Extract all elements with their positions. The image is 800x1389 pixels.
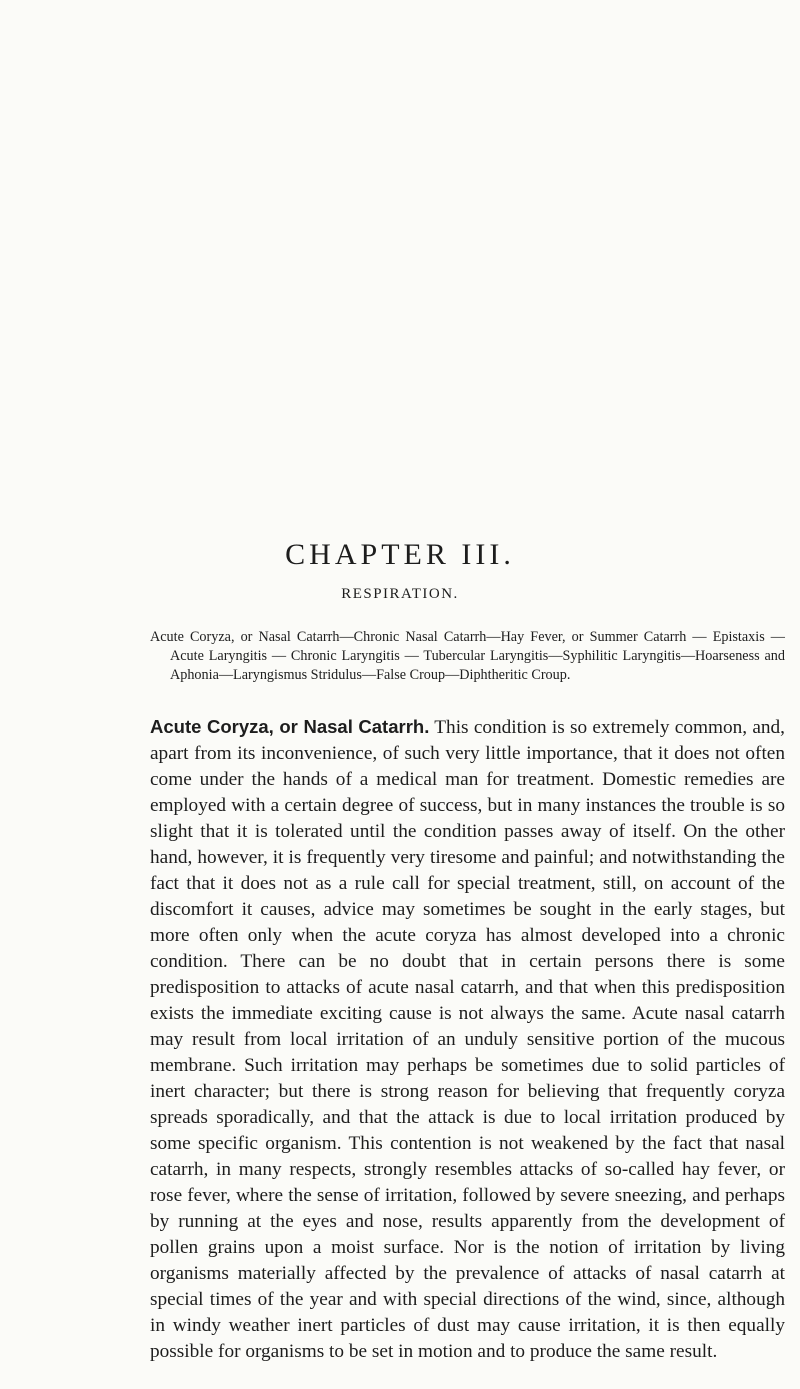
paragraph-heading: Acute Coryza, or Nasal Catarrh. <box>150 716 430 737</box>
chapter-title: CHAPTER III. <box>285 538 515 571</box>
body-paragraph <box>150 714 785 1365</box>
paragraph-text: This condition is so extremely common, and, apart from its inconvenience, of such very little importance, that it does not often come under the hands of a medical man for treatment. Domestic remedies are employed with a certain degree of success, but in many instances the trouble is so slight that it is tolerated until the condition passes away of itself. On the other hand, however, it is frequently very tiresome and painful; and notwithstanding the fact that it does not as a rule call for special treatment, still, on account of the discomfort it causes, advice may sometimes be sought in the early stages, but more often only when the acute coryza has almost developed into a chronic condition. There can be no doubt that in certain persons there is some predisposition to attacks of acute nasal catarrh, and that when this predisposition exists the immediate exciting cause is not always the same. Acute nasal catarrh may result from local irritation of an unduly sensitive portion of the mucous membrane. Such irritation may perhaps be sometimes due to solid particles of inert character; but there is strong reason for believing that frequently coryza spreads sporadically, and that the attack is due to local irritation produced by some specific organism. This contention is not weakened by the fact that nasal catarrh, in many respects, strongly resembles attacks of so-called hay fever, or rose fever, where the sense of irritation, followed by severe sneezing, and perhaps by running at the eyes and nose, results apparently from the development of pollen grains upon a moist surface. Nor is the notion of irritation by living organisms materially affected by the prevalence of attacks of nasal catarrh at special times of the year and with special directions of the wind, since, although in windy weather inert particles of dust may cause irritation, it is then equally possible for organisms to be set in motion and to produce the same result. <box>150 717 785 1362</box>
chapter-contents-summary: Acute Coryza, or Nasal Catarrh—Chronic Nasal Catarrh—Hay Fever, or Summer Catarrh — Epistaxis — Acute Laryngitis — Chronic Laryngitis — Tubercular Laryngitis—Syphilitic Laryngitis—Hoarseness and Aphonia—Laryngismus Stridulus—False Croup—Diphtheritic Croup. <box>150 629 785 683</box>
section-heading: RESPIRATION. <box>341 586 459 602</box>
